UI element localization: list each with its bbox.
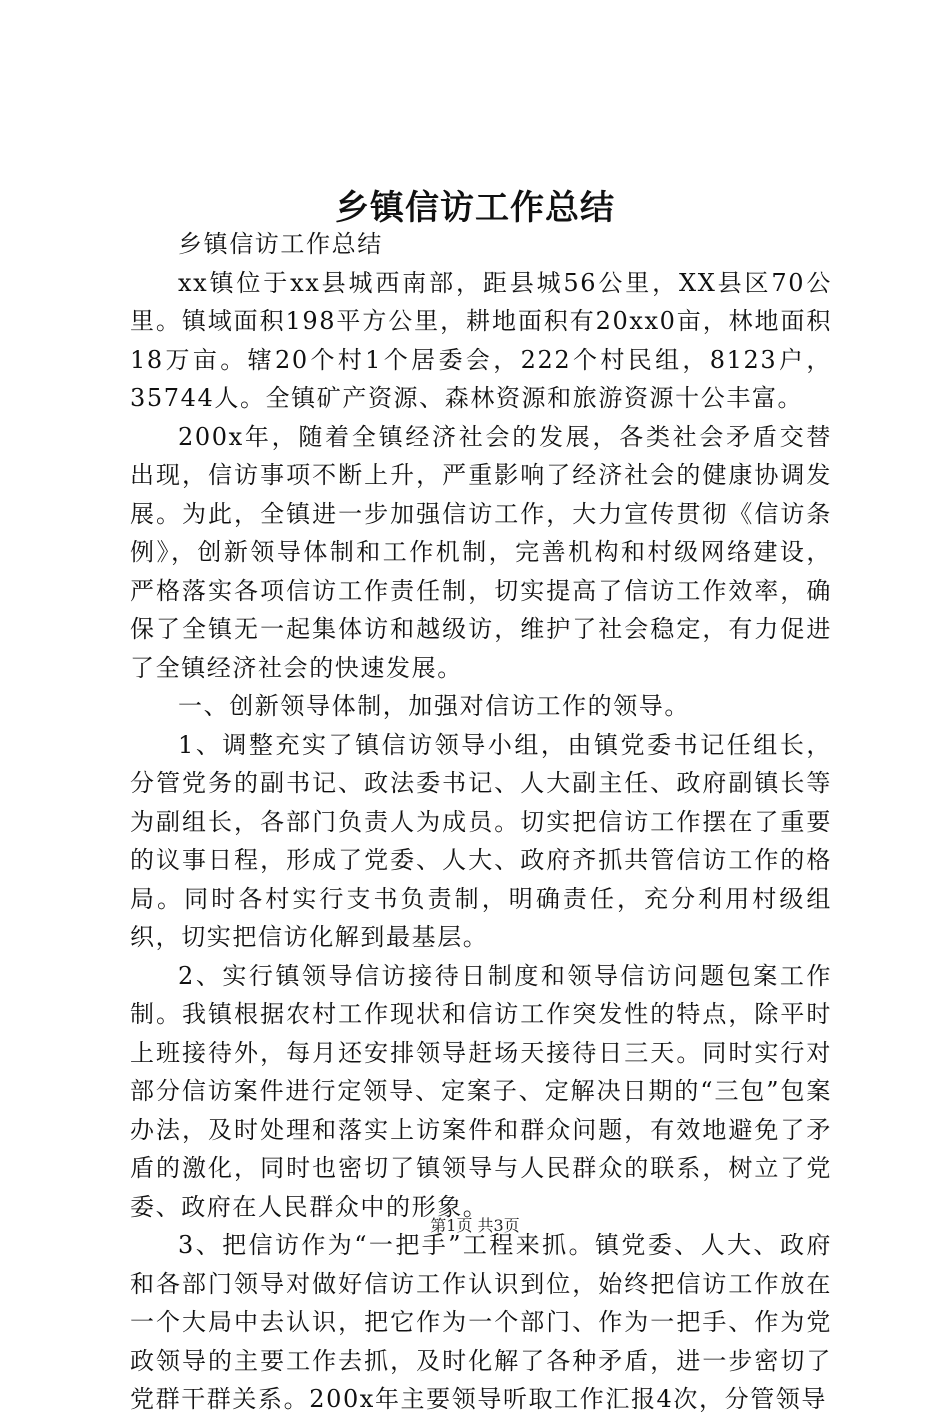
- page-footer: 第1页 共3页: [430, 1216, 520, 1235]
- paragraph-background: 200x年，随着全镇经济社会的发展，各类社会矛盾交替出现，信访事项不断上升，严重影响了经济社会的健康协调发展。为此，全镇进一步加强信访工作，大力宣传贯彻《信访条例》，创新领导体制和工作机制，完善机构和村级网络建设，严格落实各项信访工作责任制，切实提高了信访工作效率，确保了全镇无一起集体访和越级访，维护了社会稳定，有力促进了全镇经济社会的快速发展。: [130, 422, 832, 682]
- paragraph-town-overview: xx镇位于xx县城西南部，距县城56公里，XX县区70公里。镇域面积198平方公里，耕地面积有20xx0亩，林地面积18万亩。辖20个村1个居委会，222个村民组，8123户，35744人。全镇矿产资源、森林资源和旅游资源十公丰富。: [130, 268, 832, 412]
- document-title: 乡镇信访工作总结: [335, 188, 615, 228]
- paragraph-item-3: 3、把信访作为“一把手”工程来抓。镇党委、人大、政府和各部门领导对做好信访工作认识到位，始终把信访工作放在一个大局中去认识，把它作为一个部门、作为一把手、作为党政领导的主要工作去抓，及时化解了各种矛盾，进一步密切了党群干群关系。200x年主要领导听取工作汇报4次，分管领导: [130, 1231, 832, 1413]
- paragraph-subtitle: 乡镇信访工作总结: [178, 230, 383, 258]
- paragraph-item-1: 1、调整充实了镇信访领导小组，由镇党委书记任组长，分管党务的副书记、政法委书记、人大副主任、政府副镇长等为副组长，各部门负责人为成员。切实把信访工作摆在了重要的议事日程，形成了党委、人大、政府齐抓共管信访工作的格局。同时各村实行支书负责制，明确责任，充分利用村级组织，切实把信访化解到最基层。: [130, 730, 832, 951]
- document-body: [130, 225, 832, 1419]
- paragraph-item-2: 2、实行镇领导信访接待日制度和领导信访问题包案工作制。我镇根据农村工作现状和信访工作突发性的特点，除平时上班接待外，每月还安排领导赶场天接待日三天。同时实行对部分信访案件进行定领导、定案子、定解决日期的“三包”包案办法，及时处理和落实上访案件和群众问题，有效地避免了矛盾的激化，同时也密切了镇领导与人民群众的联系，树立了党委、政府在人民群众中的形象。: [130, 961, 832, 1221]
- section-heading-1: 一、创新领导体制，加强对信访工作的领导。: [178, 692, 690, 720]
